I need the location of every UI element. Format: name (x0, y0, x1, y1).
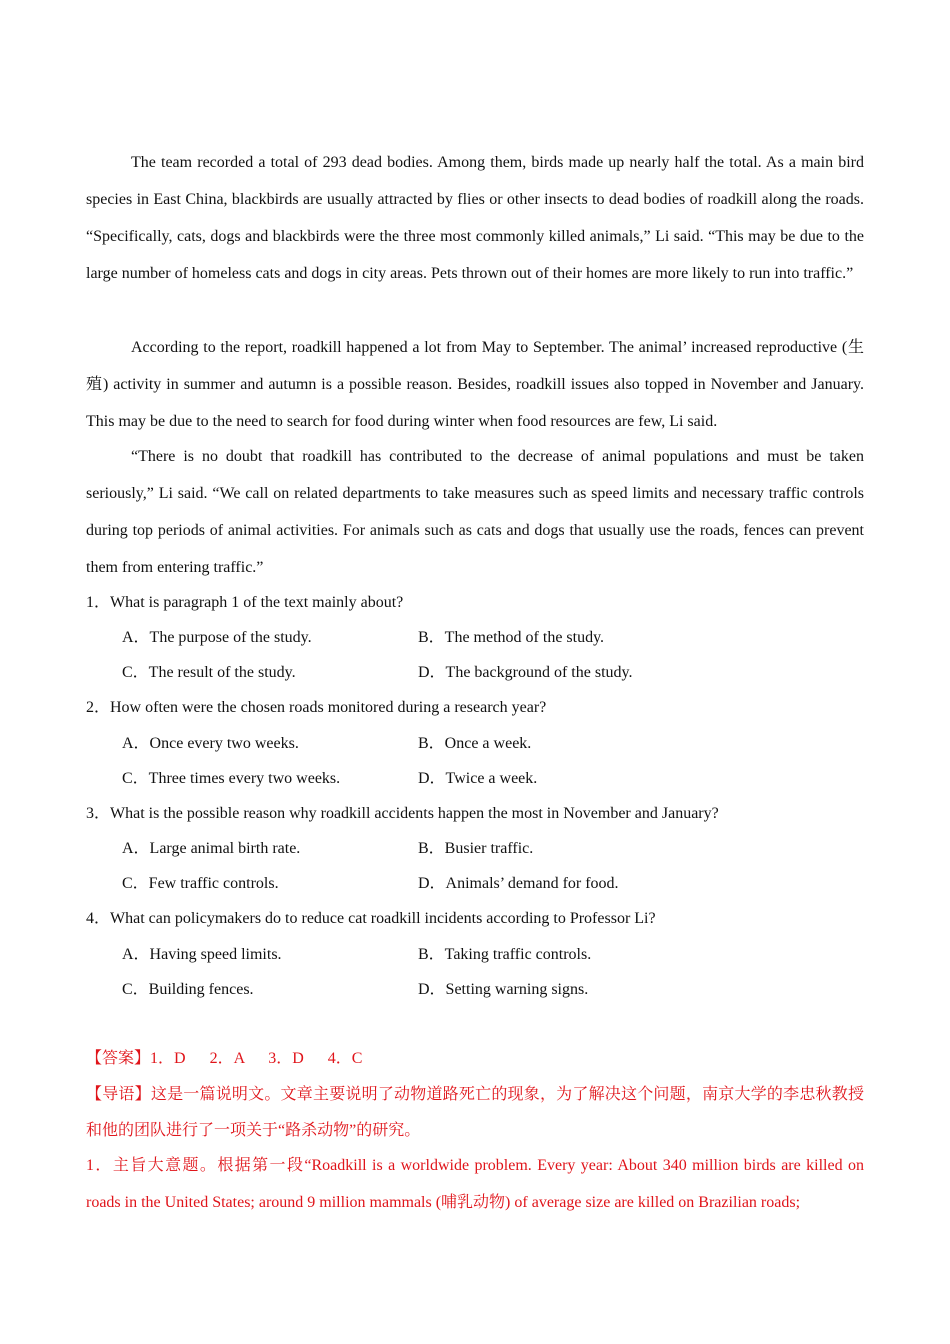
question-1-option-d: D．The background of the study. (418, 664, 633, 681)
passage-paragraph-2: According to the report, roadkill happened a lot from May to September. The animal’ increased reproductive (生殖) activity in summer and autumn is a possible reason. Besides, roadkill issues also topped in November and January. This may be due to the need to search for food during winter when food resources are few, Li said. (86, 339, 864, 430)
question-3-option-c: C．Few traffic controls. (122, 875, 279, 892)
question-1-option-a: A．The purpose of the study. (122, 629, 312, 646)
question-1-stem: 1．What is paragraph 1 of the text mainly about? (86, 594, 404, 611)
answer-key (86, 1048, 362, 1070)
question-1-option-c: C．The result of the study. (122, 664, 296, 681)
passage-paragraph-1: The team recorded a total of 293 dead bodies. Among them, birds made up nearly half the total. As a main bird species in East China, blackbirds are usually attracted by flies or other insects to dead bodies of roadkill along the roads. “Specifically, cats, dogs and blackbirds were the three most commonly killed animals,” Li said. “This may be due to the large number of homeless cats and dogs in city areas. Pets thrown out of their homes are more likely to run into traffic.” (86, 154, 864, 282)
guide-label: 【导语】 (86, 1086, 151, 1103)
question-3-option-d: D．Animals’ demand for food. (418, 875, 619, 892)
question-4-option-a: A．Having speed limits. (122, 946, 282, 963)
question-2-option-d: D．Twice a week. (418, 770, 538, 787)
question-2-option-c: C．Three times every two weeks. (122, 770, 341, 787)
question-4-stem: 4．What can policymakers do to reduce cat roadkill incidents according to Professor Li? (86, 910, 656, 927)
guide-section (86, 1077, 864, 1149)
question-3-option-b: B．Busier traffic. (418, 840, 534, 857)
passage-paragraph-3: “There is no doubt that roadkill has contributed to the decrease of animal populations and must be taken seriously,” Li said. “We call on related departments to take measures such as speed limits and necessary traffic controls during top periods of animal activities. For animals such as cats and dogs that usually use the roads, fences can prevent them from entering traffic.” (86, 448, 864, 576)
question-3-option-a: A．Large animal birth rate. (122, 840, 301, 857)
question-3-stem: 3．What is the possible reason why roadkill accidents happen the most in November and January? (86, 805, 719, 822)
guide-text: 这是一篇说明文。文章主要说明了动物道路死亡的现象，为了解决这个问题，南京大学的李忠秋教授和他的团队进行了一项关于“路杀动物”的研究。 (86, 1086, 864, 1139)
question-1-option-b: B．The method of the study. (418, 629, 605, 646)
question-4-option-b: B．Taking traffic controls. (418, 946, 592, 963)
question-2-stem: 2．How often were the chosen roads monitored during a research year? (86, 699, 547, 716)
question-2-option-a: A．Once every two weeks. (122, 735, 299, 752)
question-2-option-b: B．Once a week. (418, 735, 532, 752)
explanation-item-1: 1．主旨大意题。根据第一段“Roadkill is a worldwide problem. Every year: About 340 million birds are killed on roads in the United States; around 9 million mammals (哺乳动物) of average size are killed on Brazilian roads; (86, 1157, 864, 1211)
question-4-option-c: C．Building fences. (122, 981, 254, 998)
answer-label: 【答案】 (86, 1050, 151, 1067)
question-4-option-d: D．Setting warning signs. (418, 981, 589, 998)
answer-text: 1．D 2．A 3．D 4．C (150, 1050, 363, 1067)
